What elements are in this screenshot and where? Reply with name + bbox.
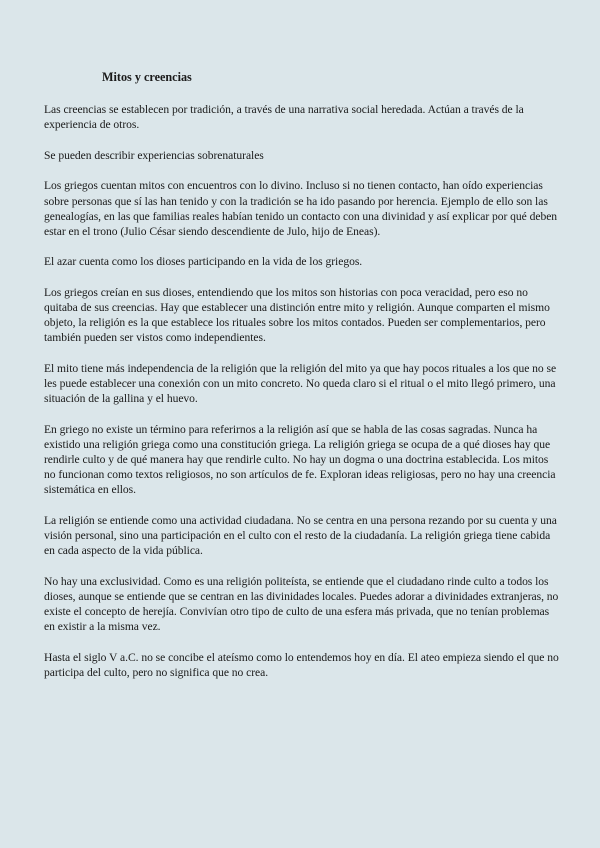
document-title: Mitos y creencias [102, 70, 192, 84]
paragraph-5: Los griegos creían en sus dioses, entendiendo que los mitos son historias con poca veracidad, pero eso no quitaba de sus creencias. Hay que establecer una distinción entre mito y religión. Aunque comparten el mismo objeto, la religión es la que establece los rituales sobre los mitos contados. Pueden ser complementarios, pero también pueden ser vistos como independientes. [44, 286, 550, 345]
paragraph-10: Hasta el siglo V a.C. no se concibe el ateísmo como lo entendemos hoy en día. El ateo empieza siendo el que no participa del culto, pero no significa que no crea. [44, 650, 559, 679]
paragraph-2: Se pueden describir experiencias sobrenaturales [44, 148, 264, 162]
paragraph-9: No hay una exclusividad. Como es una religión politeísta, se entiende que el ciudadano rinde culto a todos los dioses, aunque se entiende que se centran en las divinidades locales. Puedes adorar a divinidades extranjeras, no existe el concepto de herejía. Convivían otro tipo de culto de una esfera más privada, que no tenían problemas en existir a la misma vez. [44, 574, 559, 634]
paragraph-3: Los griegos cuentan mitos con encuentros con lo divino. Incluso si no tienen contacto, han oído experiencias sobre personas que sí las han tenido y con la tradición se ha ido pasando por herencia. Ejemplo de ello son las genealogías, en las que familias reales habían tenido un contacto con una divinidad y así explicar por qué deben estar en el trono (Julio César siendo descendiente de Julo, hijo de Eneas). [44, 179, 558, 238]
paragraph-7: En griego no existe un término para referirnos a la religión así que se habla de las cosas sagradas. Nunca ha existido una religión griega como una constitución griega. La religión griega se ocupa de a qué dioses hay que rendirle culto y de qué manera hay que rendirle culto. No hay un dogma o una doctrina establecida. Los mitos no funcionan como textos religiosos, no son artículos de fe. Exploran ideas religiosas, pero no hay una creencia sistemática en ellos. [44, 422, 556, 497]
paragraph-4: El azar cuenta como los dioses participando en la vida de los griegos. [44, 255, 363, 269]
paragraph-8: La religión se entiende como una actividad ciudadana. No se centra en una persona rezando por su cuenta y una visión personal, sino una participación en el culto con el resto de la ciudadanía. La religión griega tiene cabida en cada aspecto de la vida pública. [44, 514, 557, 558]
paragraph-1: Las creencias se establecen por tradición, a través de una narrativa social heredada. Actúan a través de la experiencia de otros. [44, 103, 524, 132]
paragraph-6: El mito tiene más independencia de la religión que la religión del mito ya que hay pocos rituales a los que no se les puede establecer una conexión con un mito concreto. No queda claro si el ritual o el mito llegó primero, una situación de la gallina y el huevo. [44, 362, 557, 406]
